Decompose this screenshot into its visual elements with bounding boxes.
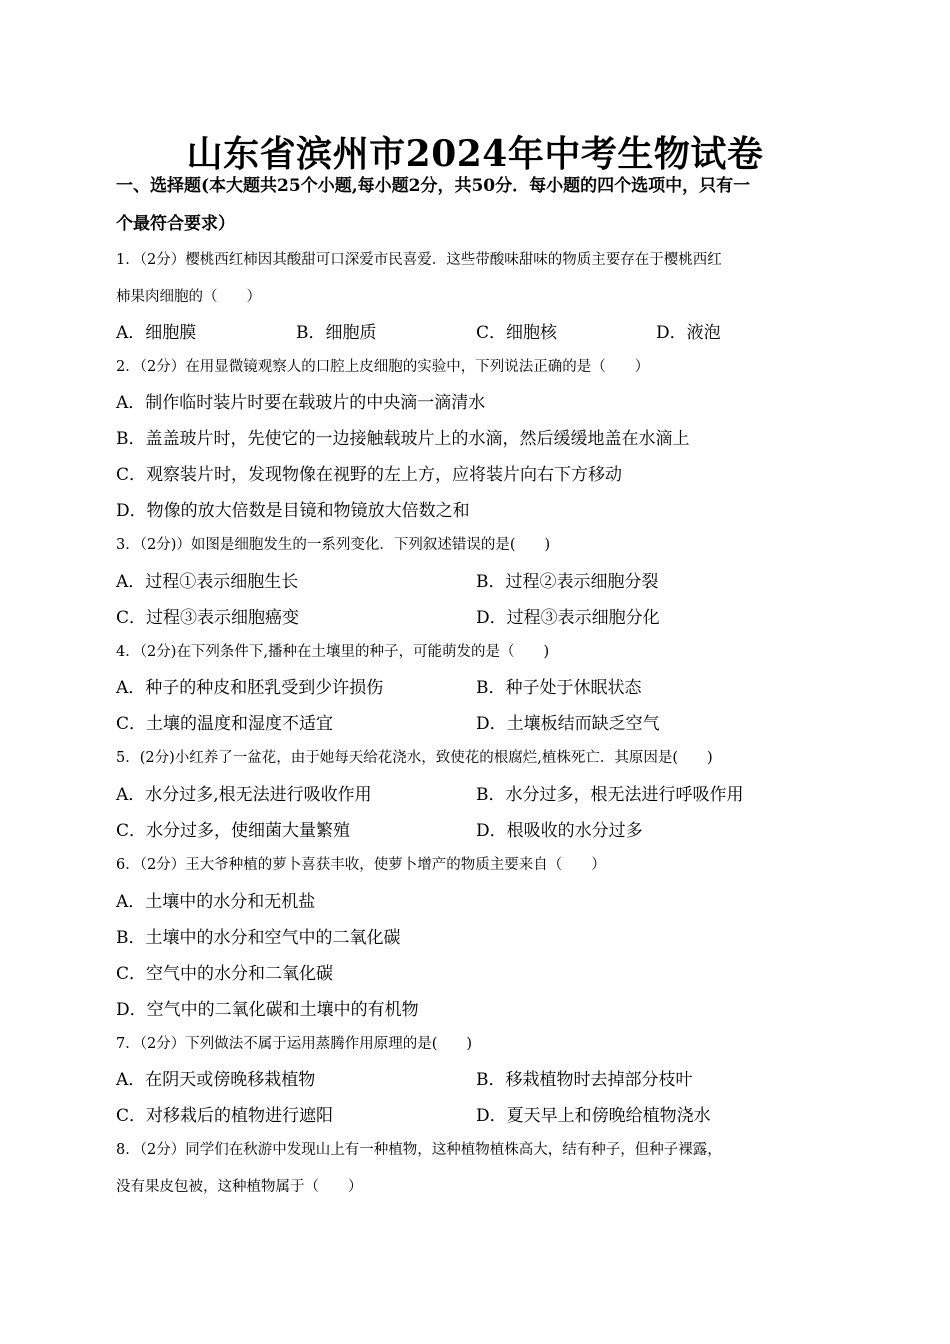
question-4-stem: 4．（2分)在下列条件下,播种在土壤里的种子，可能萌发的是（ ) xyxy=(116,644,550,660)
question-5-stem: 5．(2分)小红养了一盆花，由于她每天给花浇水，致使花的根腐烂,植株死亡．其原因是( ) xyxy=(116,750,713,766)
question-7-option-b: B．移栽植物时去掉部分枝叶 xyxy=(476,1070,693,1090)
question-7-option-d: D．夏天早上和傍晚给植物浇水 xyxy=(476,1106,711,1126)
question-6-option-a: A．土壤中的水分和无机盐 xyxy=(116,892,316,912)
question-2-option-b: B．盖盖玻片时，先使它的一边接触载玻片上的水滴，然后缓缓地盖在水滴上 xyxy=(116,429,690,449)
question-2-option-d: D．物像的放大倍数是目镜和物镜放大倍数之和 xyxy=(116,501,470,521)
question-1-stem-line1: 1．（2分）樱桃西红柿因其酸甜可口深爱市民喜爱．这些带酸味甜味的物质主要存在于樱桃西红 xyxy=(116,252,722,268)
question-3-stem: 3．（2分)）如图是细胞发生的一系列变化．下列叙述错误的是( ) xyxy=(116,537,551,553)
question-4-option-b: B．种子处于休眠状态 xyxy=(476,678,642,698)
question-2-option-c: C．观察装片时，发现物像在视野的左上方，应将装片向右下方移动 xyxy=(116,465,623,485)
question-1-option-c: C．细胞核 xyxy=(476,323,558,343)
question-6-stem: 6．（2分）王大爷种植的萝卜喜获丰收，使萝卜增产的物质主要来自（ ） xyxy=(116,857,606,873)
question-3-option-c: C．过程③表示细胞癌变 xyxy=(116,608,300,628)
question-5-option-b: B．水分过多，根无法进行呼吸作用 xyxy=(476,785,744,805)
question-5-option-a: A．水分过多,根无法进行吸收作用 xyxy=(116,785,372,805)
question-6-option-b: B．土壤中的水分和空气中的二氧化碳 xyxy=(116,928,401,948)
question-3-option-b: B．过程②表示细胞分裂 xyxy=(476,572,659,592)
question-6-option-d: D．空气中的二氧化碳和土壤中的有机物 xyxy=(116,1000,419,1020)
question-5-option-c: C．水分过多，使细菌大量繁殖 xyxy=(116,821,351,841)
question-7-option-c: C．对移栽后的植物进行遮阳 xyxy=(116,1106,334,1126)
question-1-option-b: B．细胞质 xyxy=(296,323,377,343)
question-7-stem: 7．（2分）下列做法不属于运用蒸腾作用原理的是( ) xyxy=(116,1036,473,1052)
question-1-option-a: A．细胞膜 xyxy=(116,323,197,343)
question-4-option-c: C．土壤的温度和湿度不适宜 xyxy=(116,714,334,734)
question-3-option-a: A．过程①表示细胞生长 xyxy=(116,572,299,592)
section-heading-line1: 一、选择题(本大题共25个小题,每小题2分，共50分．每小题的四个选项中，只有一 xyxy=(116,176,751,196)
section-heading-line2: 个最符合要求） xyxy=(116,214,235,234)
question-7-option-a: A．在阴天或傍晚移栽植物 xyxy=(116,1070,316,1090)
question-2-stem: 2．（2分）在用显微镜观察人的口腔上皮细胞的实验中，下列说法正确的是（ ） xyxy=(116,359,650,375)
question-1-stem-line2: 柿果肉细胞的（ ） xyxy=(116,289,261,305)
question-8-stem-line2: 没有果皮包被，这种植物属于（ ） xyxy=(116,1179,363,1195)
question-2-option-a: A．制作临时装片时要在载玻片的中央滴一滴清水 xyxy=(116,393,486,413)
question-1-option-d: D．液泡 xyxy=(656,323,721,343)
question-6-option-c: C．空气中的水分和二氧化碳 xyxy=(116,964,334,984)
question-4-option-a: A．种子的种皮和胚乳受到少许损伤 xyxy=(116,678,384,698)
question-3-option-d: D．过程③表示细胞分化 xyxy=(476,608,660,628)
exam-title: 山东省滨州市2024年中考生物试卷 xyxy=(186,133,764,175)
question-5-option-d: D．根吸收的水分过多 xyxy=(476,821,643,841)
question-8-stem-line1: 8．（2分）同学们在秋游中发现山上有一种植物，这种植物植株高大，结有种子，但种子裸露， xyxy=(116,1142,722,1158)
question-4-option-d: D．土壤板结而缺乏空气 xyxy=(476,714,660,734)
